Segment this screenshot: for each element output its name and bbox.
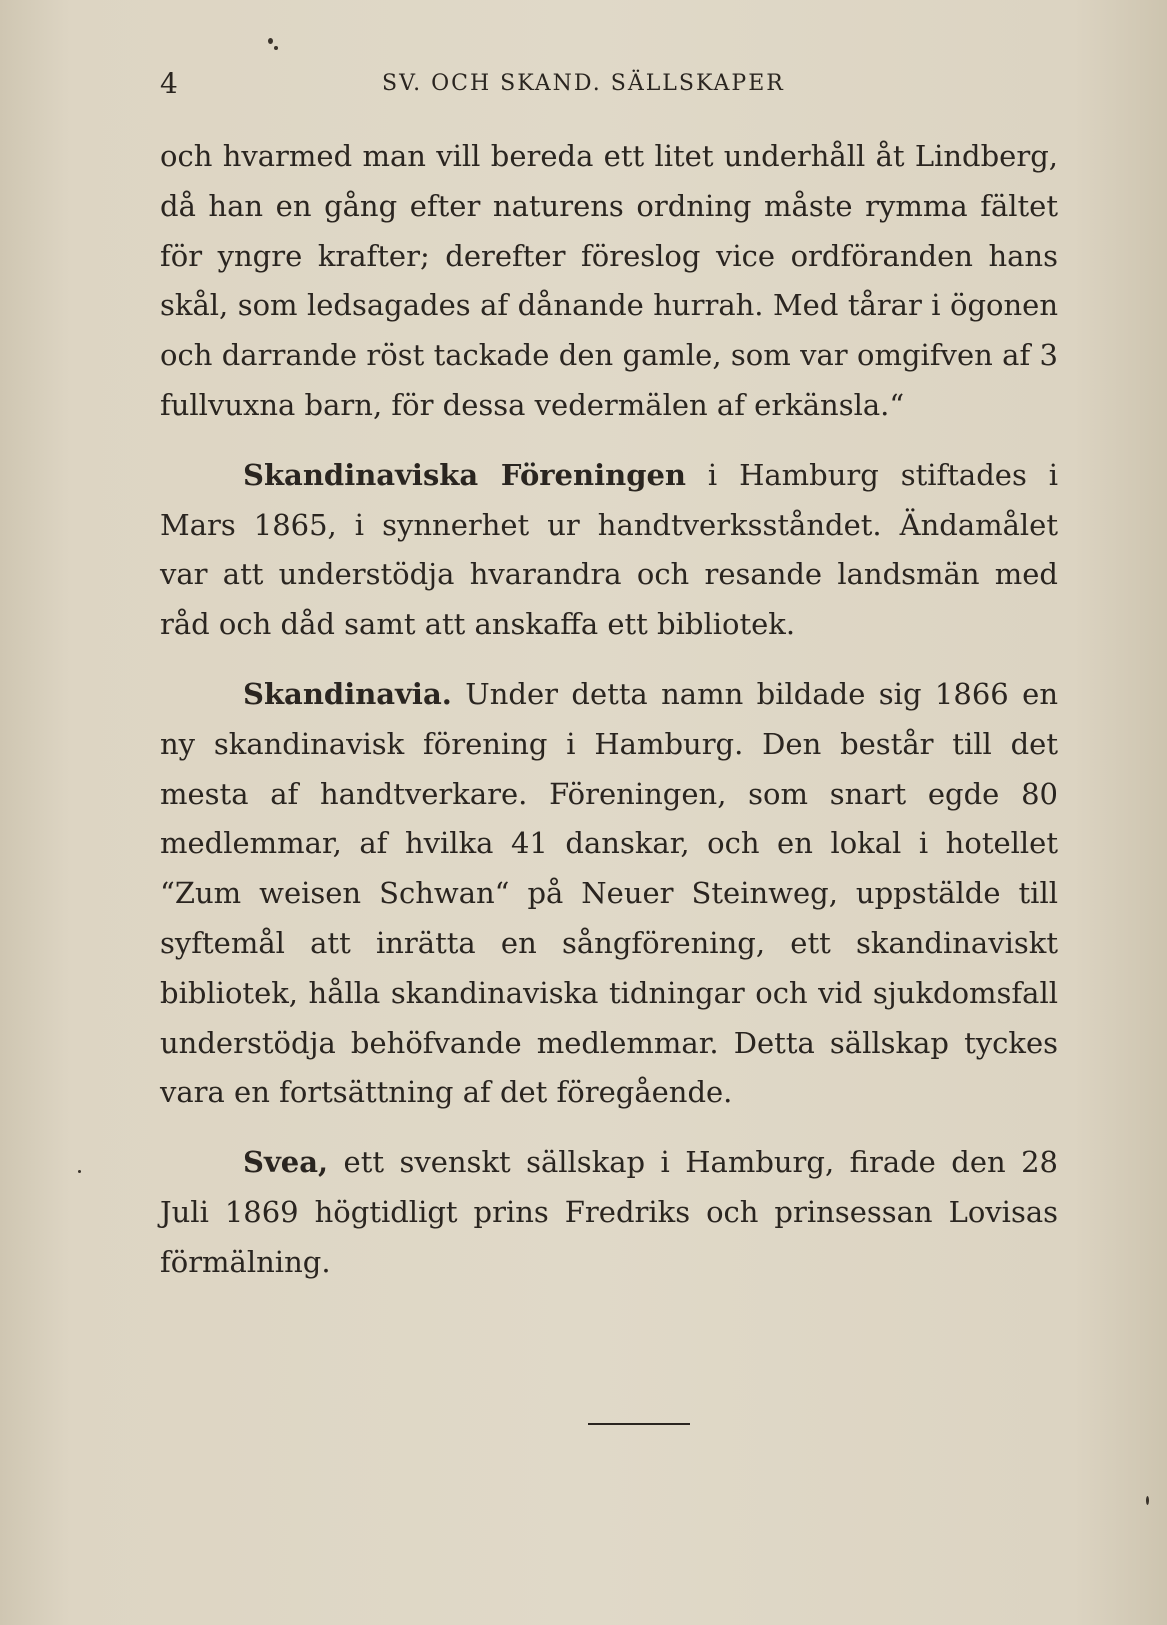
paragraph-lead: Skandinaviska Föreningen <box>243 457 687 492</box>
paragraph-svea <box>160 1138 1058 1287</box>
page-number: 4 <box>160 67 178 100</box>
ink-speck <box>78 1170 81 1173</box>
ink-speck <box>1146 1496 1149 1505</box>
paragraph-text: ett svenskt sällskap i Hamburg, firade den 28 Juli 1869 högtidligt prins Fredriks och prinsessan Lovisas förmälning. <box>160 1145 1058 1279</box>
paragraph-lead: Svea, <box>243 1145 329 1180</box>
paragraph-continuation <box>160 132 1058 431</box>
paragraph-text: i Hamburg stiftades i Mars 1865, i synnerhet ur handtverksståndet. Ändamålet var att understödja hvarandra och resande landsmän med råd och dåd samt att anskaffa ett bibliotek. <box>160 457 1059 642</box>
paragraph-lead: Skandinavia. <box>243 676 452 711</box>
paragraph-skandinavia <box>160 670 1058 1118</box>
paragraph-text: Under detta namn bildade sig 1866 en ny skandinavisk förening i Hamburg. Den består till det mesta af handtverkare. Föreningen, som snart egde 80 medlemmar, af hvilka 41 danskar, och en lokal i hotellet “Zum weisen Schwan“ på Neuer Steinweg, uppstälde till syftemål att inrätta en sångförening, ett skandinaviskt bibliotek, hålla skandinaviska tidningar och vid sjukdomsfall understödja behöfvande medlemmar. Detta sällskap tyckes vara en fortsättning af det föregående. <box>160 676 1058 1110</box>
running-head: SV. OCH SKAND. SÄLLSKAPER <box>382 71 785 96</box>
ink-speck <box>268 38 273 44</box>
page-header <box>160 66 1060 102</box>
closing-rule <box>588 1423 690 1425</box>
body-text <box>160 132 1058 1288</box>
ink-speck <box>274 46 278 50</box>
paragraph-text: och hvarmed man vill bereda ett litet underhåll åt Lindberg, då han en gång efter naturens ordning måste rymma fältet för yngre krafter; derefter föreslog vice ordföranden hans skål, som ledsagades af dånande hurrah. Med tårar i ögonen och darrande röst tackade den gamle, som var omgifven af 3 fullvuxna barn, för dessa vedermälen af erkänsla.“ <box>160 139 1058 422</box>
paragraph-skandinaviska-foreningen <box>160 451 1058 650</box>
